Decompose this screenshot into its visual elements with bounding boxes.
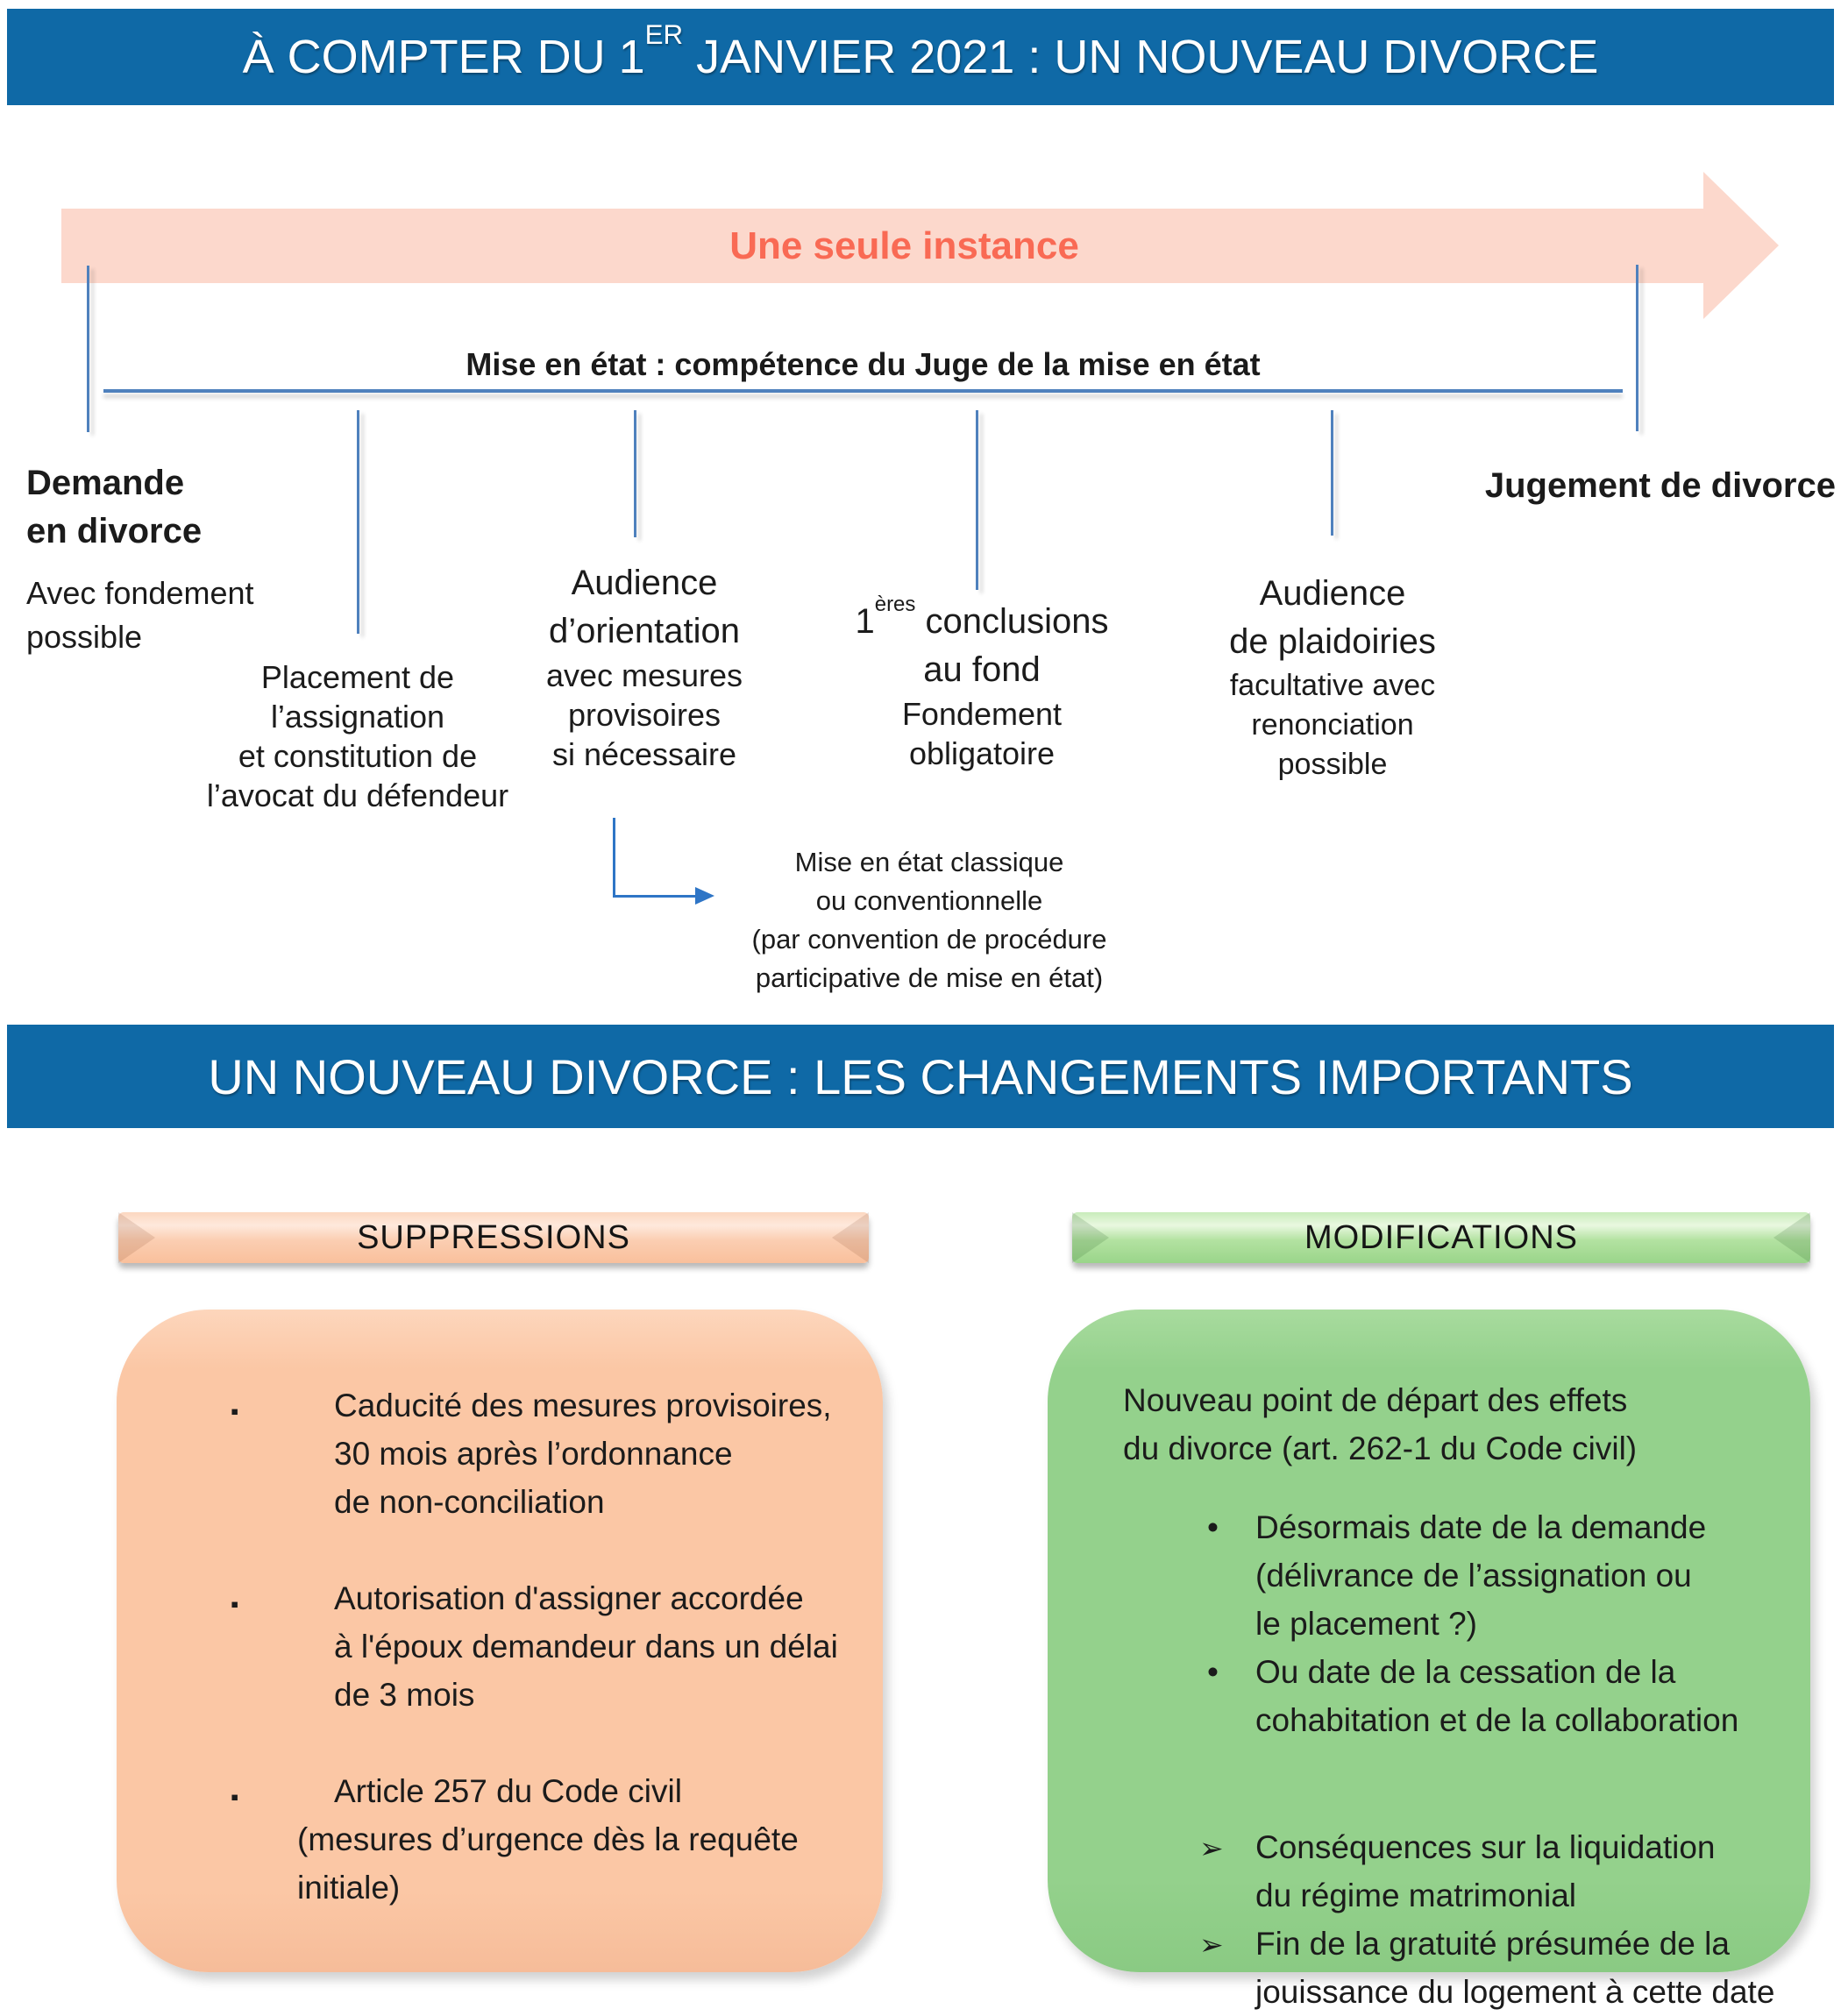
top-banner-title (242, 18, 1599, 84)
list-item (1199, 1920, 1789, 2016)
arrow-bullet-icon: ➢ (1199, 1928, 1224, 1961)
square-bullet-icon: ▪ (231, 1398, 239, 1424)
dot-bullet-icon: • (1207, 1509, 1219, 1545)
start-title-line: Demande (26, 464, 185, 502)
event-title-line (785, 592, 1179, 646)
event-sub-line: obligatoire (908, 735, 1056, 771)
section-banner-title: UN NOUVEAU DIVORCE : LES CHANGEMENTS IMPORTANTS (208, 1048, 1633, 1104)
suppressions-header-bar (118, 1212, 869, 1263)
intro-line: du divorce (art. 262-1 du Code civil) (1123, 1430, 1638, 1466)
note-line: participative de mise en état) (755, 962, 1104, 993)
bullet-line: Ou date de la cessation de la (1255, 1654, 1676, 1690)
start-title-line: en divorce (26, 512, 203, 550)
start-title (26, 459, 254, 556)
conclusions-rest: conclusions (915, 602, 1109, 641)
event-audience-plaidoiries (1135, 570, 1530, 784)
event-line: Placement de (260, 659, 455, 695)
bullet-line: à l'époux demandeur dans un délai (334, 1629, 838, 1665)
bullet-line: Autorisation d'assigner accordée (334, 1580, 804, 1616)
mise-en-etat-note (706, 843, 1153, 997)
event-line: l’avocat du défendeur (206, 777, 509, 813)
event-title (785, 592, 1179, 694)
event-sub-line: provisoires (567, 697, 721, 733)
bullet-line: 30 mois après l’ordonnance (334, 1436, 733, 1472)
bullet-line: Caducité des mesures provisoires, (334, 1388, 832, 1423)
start-subtitle (26, 571, 254, 659)
list-item (1207, 1648, 1789, 1744)
arrow-bullet-icon: ➢ (1199, 1832, 1224, 1864)
start-subtitle-line: Avec fondement (26, 575, 254, 611)
event-title-line: d’orientation (549, 612, 740, 650)
event-sub-line: renonciation (1251, 708, 1414, 742)
modifications-dot-list (1048, 1503, 1810, 1744)
modifications-box (1048, 1310, 1810, 2010)
note-line: Mise en état classique (794, 847, 1064, 877)
event-sub-line: si nécessaire (551, 736, 737, 772)
bullet-line: (délivrance de l’assignation ou (1255, 1558, 1692, 1594)
event-subtitle (785, 694, 1179, 773)
bullet-line: Conséquences sur la liquidation (1255, 1829, 1716, 1865)
timeline-end-label: Jugement de divorce (1484, 466, 1836, 505)
event-title-line: Audience (1259, 574, 1406, 613)
bracket-line (103, 389, 1623, 393)
list-item (231, 1381, 848, 1526)
bullet-line: de 3 mois (334, 1677, 475, 1713)
event-subtitle (1135, 666, 1530, 784)
timeline-arrow-label: Une seule instance (729, 224, 1079, 267)
bullet-line: du régime matrimonial (1255, 1878, 1577, 1913)
list-item (231, 1574, 848, 1719)
event-audience-orientation (447, 559, 842, 774)
suppressions-box (117, 1310, 883, 1972)
list-item (1199, 1823, 1789, 1920)
bullet-line: Désormais date de la demande (1255, 1509, 1707, 1545)
event-sub-line: facultative avec (1229, 669, 1436, 702)
timeline-arrow-head (1703, 172, 1779, 319)
event-title-line: au fond (923, 650, 1041, 689)
conclusions-superscript: ères (874, 592, 916, 616)
list-item (231, 1767, 848, 1912)
list-item (1207, 1503, 1789, 1648)
section-banner (7, 1025, 1834, 1128)
modifications-header-bar (1072, 1212, 1810, 1263)
modifications-intro (1048, 1310, 1810, 1473)
bullet-line: Fin de la gratuité présumée de la (1255, 1926, 1730, 1962)
modifications-arrow-list (1048, 1823, 1810, 2016)
banner1-suffix: JANVIER 2021 : UN NOUVEAU DIVORCE (683, 31, 1599, 83)
event-subtitle (447, 656, 842, 774)
event-line: et constitution de (238, 738, 478, 774)
bracket-label: Mise en état : compétence du Juge de la mise en état (466, 346, 1261, 382)
conclusions-number: 1 (855, 602, 875, 641)
connector-line-start (87, 266, 89, 432)
connector-line-conclusions (976, 410, 978, 590)
start-subtitle-line: possible (26, 619, 143, 655)
event-title (447, 559, 842, 656)
event-sub-line: avec mesures (545, 657, 743, 693)
bullet-line: de non-conciliation (334, 1484, 605, 1520)
modifications-header-label: MODIFICATIONS (1304, 1218, 1579, 1256)
event-sub-line: Fondement (901, 696, 1063, 732)
event-conclusions (785, 592, 1179, 773)
banner1-superscript: ER (644, 18, 684, 50)
suppressions-header-label: SUPPRESSIONS (357, 1218, 630, 1256)
note-line: (par convention de procédure (751, 924, 1107, 955)
event-line: l’assignation (270, 699, 445, 735)
banner1-prefix: À COMPTER DU 1 (242, 31, 645, 83)
event-title-line: de plaidoiries (1229, 622, 1436, 661)
connector-line-plaidoiries (1331, 410, 1333, 536)
elbow-arrow-horizontal (613, 895, 697, 898)
elbow-arrow-vertical (613, 818, 615, 897)
bullet-line: (mesures d’urgence dès la requête initiale) (297, 1821, 799, 1906)
square-bullet-icon: ▪ (231, 1591, 239, 1617)
bullet-line: Article 257 du Code civil (334, 1773, 682, 1809)
connector-line-end (1636, 265, 1638, 431)
timeline-arrow (61, 209, 1703, 283)
dot-bullet-icon: • (1207, 1654, 1219, 1690)
bullet-line: le placement ?) (1255, 1606, 1477, 1642)
timeline-start-label (26, 459, 254, 659)
event-title-line: Audience (571, 564, 718, 602)
note-line: ou conventionnelle (815, 885, 1043, 916)
top-banner (7, 9, 1834, 105)
bullet-line: cohabitation et de la collaboration (1255, 1702, 1739, 1738)
intro-line: Nouveau point de départ des effets (1123, 1382, 1628, 1418)
connector-line-orientation (634, 410, 636, 537)
bullet-line: jouissance du logement à cette date (1255, 1974, 1775, 2010)
event-title (1135, 570, 1530, 666)
event-sub-line: possible (1277, 748, 1388, 781)
suppressions-list (117, 1310, 883, 1912)
square-bullet-icon: ▪ (231, 1784, 239, 1810)
connector-line-placement (357, 410, 359, 634)
